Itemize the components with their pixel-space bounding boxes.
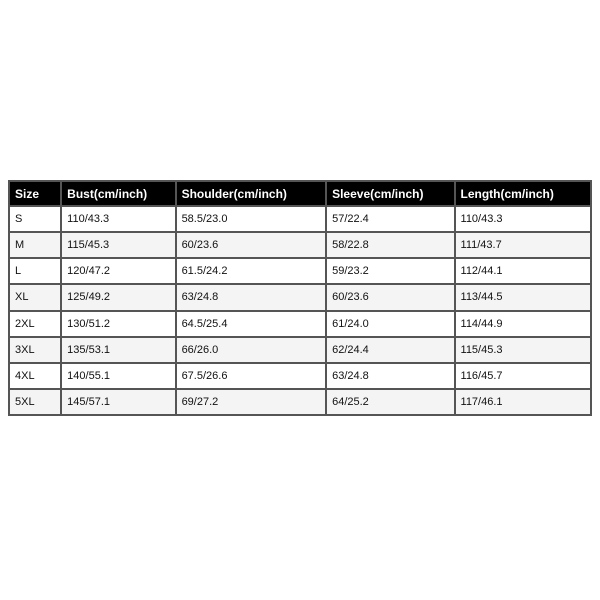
cell-size: XL (10, 285, 60, 309)
cell-shoulder: 58.5/23.0 (177, 207, 326, 231)
header-shoulder: Shoulder(cm/inch) (177, 182, 326, 205)
table-row (10, 233, 590, 257)
cell-length: 116/45.7 (456, 364, 590, 388)
header-length: Length(cm/inch) (456, 182, 590, 205)
cell-sleeve: 57/22.4 (327, 207, 453, 231)
cell-sleeve: 58/22.8 (327, 233, 453, 257)
cell-sleeve: 64/25.2 (327, 390, 453, 414)
cell-shoulder: 64.5/25.4 (177, 312, 326, 336)
table-row (10, 338, 590, 362)
cell-bust: 135/53.1 (62, 338, 174, 362)
cell-length: 115/45.3 (456, 338, 590, 362)
cell-sleeve: 63/24.8 (327, 364, 453, 388)
cell-bust: 140/55.1 (62, 364, 174, 388)
header-size: Size (10, 182, 60, 205)
header-bust: Bust(cm/inch) (62, 182, 174, 205)
cell-size: 2XL (10, 312, 60, 336)
cell-size: 4XL (10, 364, 60, 388)
cell-sleeve: 62/24.4 (327, 338, 453, 362)
cell-sleeve: 59/23.2 (327, 259, 453, 283)
size-chart-table (8, 180, 592, 416)
cell-length: 110/43.3 (456, 207, 590, 231)
table-row (10, 285, 590, 309)
cell-size: S (10, 207, 60, 231)
cell-size: 5XL (10, 390, 60, 414)
table-row (10, 312, 590, 336)
cell-size: M (10, 233, 60, 257)
cell-shoulder: 63/24.8 (177, 285, 326, 309)
cell-bust: 145/57.1 (62, 390, 174, 414)
cell-bust: 125/49.2 (62, 285, 174, 309)
header-sleeve: Sleeve(cm/inch) (327, 182, 453, 205)
cell-bust: 120/47.2 (62, 259, 174, 283)
cell-bust: 130/51.2 (62, 312, 174, 336)
cell-length: 113/44.5 (456, 285, 590, 309)
cell-bust: 115/45.3 (62, 233, 174, 257)
cell-shoulder: 61.5/24.2 (177, 259, 326, 283)
header-row (10, 182, 590, 205)
table-row (10, 390, 590, 414)
cell-shoulder: 67.5/26.6 (177, 364, 326, 388)
cell-length: 111/43.7 (456, 233, 590, 257)
cell-shoulder: 66/26.0 (177, 338, 326, 362)
cell-sleeve: 61/24.0 (327, 312, 453, 336)
table-row (10, 259, 590, 283)
table-row (10, 207, 590, 231)
cell-size: 3XL (10, 338, 60, 362)
cell-length: 117/46.1 (456, 390, 590, 414)
cell-shoulder: 69/27.2 (177, 390, 326, 414)
table-row (10, 364, 590, 388)
cell-sleeve: 60/23.6 (327, 285, 453, 309)
cell-bust: 110/43.3 (62, 207, 174, 231)
cell-length: 112/44.1 (456, 259, 590, 283)
cell-shoulder: 60/23.6 (177, 233, 326, 257)
cell-size: L (10, 259, 60, 283)
cell-length: 114/44.9 (456, 312, 590, 336)
